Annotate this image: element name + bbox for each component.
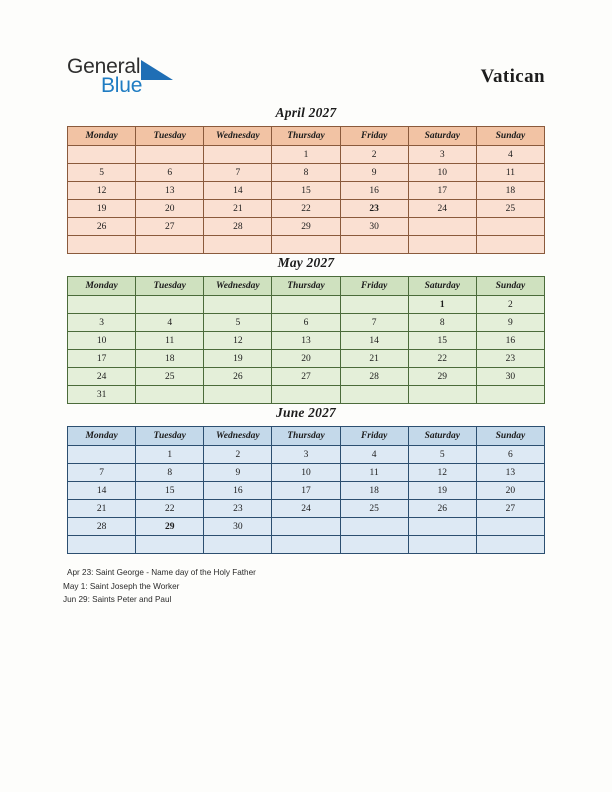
calendar-day-cell[interactable]: 4 bbox=[136, 314, 204, 332]
calendar-day-cell[interactable]: 13 bbox=[476, 464, 544, 482]
calendar-day-cell[interactable]: 9 bbox=[204, 464, 272, 482]
general-blue-logo bbox=[67, 55, 247, 101]
weekday-friday: Friday bbox=[340, 127, 408, 146]
weekday-sunday: Sunday bbox=[476, 127, 544, 146]
calendar-day-cell[interactable]: 29 bbox=[272, 218, 340, 236]
calendar-body-april bbox=[68, 146, 545, 254]
calendar-day-cell[interactable]: 18 bbox=[476, 182, 544, 200]
calendar-day-cell[interactable]: 22 bbox=[408, 350, 476, 368]
calendar-day-cell[interactable]: 12 bbox=[68, 182, 136, 200]
calendar-day-cell-empty bbox=[272, 518, 340, 536]
calendar-day-cell[interactable]: 17 bbox=[408, 182, 476, 200]
calendar-day-cell[interactable]: 13 bbox=[136, 182, 204, 200]
calendar-day-cell-empty bbox=[204, 296, 272, 314]
calendar-day-cell-empty bbox=[272, 536, 340, 554]
calendar-day-cell[interactable]: 4 bbox=[476, 146, 544, 164]
calendar-day-cell-empty bbox=[272, 236, 340, 254]
calendar-day-cell[interactable]: 28 bbox=[340, 368, 408, 386]
calendar-day-cell-empty bbox=[476, 518, 544, 536]
calendar-day-cell[interactable]: 11 bbox=[136, 332, 204, 350]
calendar-day-cell[interactable]: 20 bbox=[136, 200, 204, 218]
calendar-day-cell-empty bbox=[340, 518, 408, 536]
logo-text-blue: Blue bbox=[101, 74, 143, 97]
weekday-saturday: Saturday bbox=[408, 127, 476, 146]
calendar-day-cell[interactable]: 16 bbox=[340, 182, 408, 200]
calendar-week-row bbox=[68, 332, 545, 350]
calendar-day-cell[interactable]: 10 bbox=[68, 332, 136, 350]
calendar-day-cell[interactable]: 20 bbox=[476, 482, 544, 500]
calendar-day-cell-empty bbox=[408, 518, 476, 536]
calendar-week-row bbox=[68, 146, 545, 164]
calendar-day-cell[interactable]: 10 bbox=[272, 464, 340, 482]
calendar-day-cell[interactable]: 8 bbox=[136, 464, 204, 482]
calendar-day-cell[interactable]: 17 bbox=[272, 482, 340, 500]
weekday-thursday: Thursday bbox=[272, 427, 340, 446]
calendar-day-cell[interactable]: 6 bbox=[272, 314, 340, 332]
calendar-day-cell[interactable]: 30 bbox=[204, 518, 272, 536]
weekday-friday: Friday bbox=[340, 277, 408, 296]
calendar-day-cell[interactable]: 28 bbox=[68, 518, 136, 536]
weekday-tuesday: Tuesday bbox=[136, 427, 204, 446]
weekday-header-row bbox=[68, 127, 545, 146]
calendar-day-cell-empty bbox=[136, 146, 204, 164]
calendar-day-cell[interactable]: 11 bbox=[476, 164, 544, 182]
month-block-may bbox=[67, 255, 545, 404]
calendar-day-cell[interactable]: 6 bbox=[136, 164, 204, 182]
calendar-day-cell[interactable]: 22 bbox=[272, 200, 340, 218]
calendar-day-cell[interactable]: 12 bbox=[204, 332, 272, 350]
calendar-day-cell[interactable]: 7 bbox=[68, 464, 136, 482]
month-block-april bbox=[67, 105, 545, 254]
calendar-day-cell-empty bbox=[272, 386, 340, 404]
calendar-day-cell[interactable]: 10 bbox=[408, 164, 476, 182]
calendar-week-row bbox=[68, 314, 545, 332]
calendar-day-cell[interactable]: 24 bbox=[68, 368, 136, 386]
calendar-day-cell[interactable]: 23 bbox=[476, 350, 544, 368]
calendar-table-may bbox=[67, 276, 545, 404]
month-title-april: April 2027 bbox=[275, 105, 337, 120]
calendar-day-cell[interactable]: 19 bbox=[408, 482, 476, 500]
weekday-friday: Friday bbox=[340, 427, 408, 446]
calendar-day-cell[interactable]: 16 bbox=[476, 332, 544, 350]
calendar-week-row bbox=[68, 200, 545, 218]
calendar-week-row bbox=[68, 350, 545, 368]
calendar-day-cell[interactable]: 15 bbox=[272, 182, 340, 200]
calendar-day-cell[interactable]: 18 bbox=[136, 350, 204, 368]
calendar-day-cell[interactable]: 20 bbox=[272, 350, 340, 368]
calendar-day-cell[interactable]: 7 bbox=[340, 314, 408, 332]
calendar-day-cell[interactable]: 21 bbox=[68, 500, 136, 518]
calendar-day-cell[interactable]: 14 bbox=[68, 482, 136, 500]
calendar-week-row bbox=[68, 164, 545, 182]
calendar-day-cell[interactable]: 31 bbox=[68, 386, 136, 404]
calendar-day-cell[interactable]: 30 bbox=[476, 368, 544, 386]
calendar-day-cell-empty bbox=[136, 536, 204, 554]
calendar-day-cell[interactable]: 23 bbox=[204, 500, 272, 518]
calendar-week-row bbox=[68, 218, 545, 236]
calendar-day-cell[interactable]: 3 bbox=[68, 314, 136, 332]
weekday-header-row bbox=[68, 427, 545, 446]
calendar-day-cell-empty bbox=[476, 236, 544, 254]
calendar-day-cell[interactable]: 30 bbox=[340, 218, 408, 236]
calendar-week-row bbox=[68, 536, 545, 554]
country-title: Vatican bbox=[480, 66, 545, 87]
calendar-day-cell-empty bbox=[476, 218, 544, 236]
calendar-day-cell-empty bbox=[272, 296, 340, 314]
calendar-day-cell-empty bbox=[68, 146, 136, 164]
calendar-day-cell[interactable]: 5 bbox=[68, 164, 136, 182]
calendar-day-cell-empty bbox=[408, 218, 476, 236]
calendar-day-cell-empty bbox=[204, 536, 272, 554]
calendar-day-cell[interactable]: 1 bbox=[272, 146, 340, 164]
weekday-thursday: Thursday bbox=[272, 277, 340, 296]
calendar-week-row bbox=[68, 500, 545, 518]
calendar-day-cell[interactable]: 19 bbox=[204, 350, 272, 368]
calendar-day-cell[interactable]: 4 bbox=[340, 446, 408, 464]
calendar-day-cell-empty bbox=[68, 296, 136, 314]
calendar-day-cell[interactable]: 27 bbox=[476, 500, 544, 518]
calendar-day-cell-empty bbox=[68, 446, 136, 464]
calendar-day-cell-empty bbox=[136, 236, 204, 254]
calendar-day-cell[interactable]: 15 bbox=[136, 482, 204, 500]
holiday-notes bbox=[63, 566, 543, 607]
calendar-day-cell[interactable]: 13 bbox=[272, 332, 340, 350]
calendar-week-row bbox=[68, 236, 545, 254]
calendar-day-cell[interactable]: 5 bbox=[408, 446, 476, 464]
weekday-sunday: Sunday bbox=[476, 427, 544, 446]
calendar-day-cell[interactable]: 24 bbox=[272, 500, 340, 518]
calendar-day-cell-empty bbox=[136, 386, 204, 404]
calendar-day-cell[interactable]: 1 bbox=[408, 296, 476, 314]
calendar-day-cell[interactable]: 14 bbox=[340, 332, 408, 350]
calendar-day-cell[interactable]: 9 bbox=[340, 164, 408, 182]
weekday-monday: Monday bbox=[68, 277, 136, 296]
calendar-day-cell[interactable]: 28 bbox=[204, 218, 272, 236]
calendar-week-row bbox=[68, 446, 545, 464]
calendar-day-cell[interactable]: 5 bbox=[204, 314, 272, 332]
holiday-note-item: May 1: Saint Joseph the Worker bbox=[63, 581, 180, 591]
calendar-table-april bbox=[67, 126, 545, 254]
calendar-day-cell-empty bbox=[408, 386, 476, 404]
calendar-day-cell[interactable]: 14 bbox=[204, 182, 272, 200]
weekday-header-row bbox=[68, 277, 545, 296]
calendar-week-row bbox=[68, 518, 545, 536]
calendar-day-cell-empty bbox=[476, 536, 544, 554]
calendar-day-cell[interactable]: 26 bbox=[408, 500, 476, 518]
calendar-day-cell[interactable]: 25 bbox=[136, 368, 204, 386]
calendar-day-cell[interactable]: 15 bbox=[408, 332, 476, 350]
calendar-day-cell[interactable]: 23 bbox=[340, 200, 408, 218]
calendar-day-cell[interactable]: 12 bbox=[408, 464, 476, 482]
calendar-day-cell-empty bbox=[136, 296, 204, 314]
weekday-thursday: Thursday bbox=[272, 127, 340, 146]
calendar-week-row bbox=[68, 482, 545, 500]
month-title-june: June 2027 bbox=[276, 405, 336, 420]
calendar-day-cell-empty bbox=[408, 536, 476, 554]
weekday-monday: Monday bbox=[68, 427, 136, 446]
calendar-week-row bbox=[68, 182, 545, 200]
calendar-day-cell[interactable]: 25 bbox=[340, 500, 408, 518]
weekday-saturday: Saturday bbox=[408, 277, 476, 296]
calendar-day-cell[interactable]: 7 bbox=[204, 164, 272, 182]
calendar-day-cell[interactable]: 27 bbox=[136, 218, 204, 236]
calendar-day-cell[interactable]: 1 bbox=[136, 446, 204, 464]
calendar-week-row bbox=[68, 386, 545, 404]
calendar-day-cell[interactable]: 8 bbox=[408, 314, 476, 332]
calendar-day-cell[interactable]: 22 bbox=[136, 500, 204, 518]
calendar-week-row bbox=[68, 464, 545, 482]
calendar-day-cell[interactable]: 19 bbox=[68, 200, 136, 218]
calendar-week-row bbox=[68, 296, 545, 314]
weekday-wednesday: Wednesday bbox=[204, 277, 272, 296]
weekday-tuesday: Tuesday bbox=[136, 127, 204, 146]
logo-text-general: General bbox=[67, 55, 141, 78]
calendar-day-cell-empty bbox=[340, 386, 408, 404]
calendar-day-cell[interactable]: 29 bbox=[136, 518, 204, 536]
calendar-day-cell-empty bbox=[476, 386, 544, 404]
calendar-day-cell-empty bbox=[204, 386, 272, 404]
calendar-day-cell[interactable]: 3 bbox=[408, 146, 476, 164]
calendar-day-cell[interactable]: 17 bbox=[68, 350, 136, 368]
holiday-note-item: Jun 29: Saints Peter and Paul bbox=[63, 595, 172, 604]
calendar-day-cell[interactable]: 2 bbox=[476, 296, 544, 314]
month-title-may: May 2027 bbox=[277, 255, 335, 270]
calendar-week-row bbox=[68, 368, 545, 386]
calendar-body-june bbox=[68, 446, 545, 554]
holiday-note-item: Apr 23: Saint George - Name day of the Holy Father bbox=[67, 568, 256, 577]
calendar-day-cell[interactable]: 21 bbox=[340, 350, 408, 368]
calendar-day-cell[interactable]: 8 bbox=[272, 164, 340, 182]
calendar-table-june bbox=[67, 426, 545, 554]
calendar-day-cell-empty bbox=[68, 536, 136, 554]
calendar-day-cell[interactable]: 26 bbox=[204, 368, 272, 386]
calendar-day-cell[interactable]: 26 bbox=[68, 218, 136, 236]
calendar-day-cell-empty bbox=[340, 296, 408, 314]
calendar-day-cell[interactable]: 2 bbox=[204, 446, 272, 464]
page-header bbox=[0, 48, 612, 98]
calendar-day-cell[interactable]: 24 bbox=[408, 200, 476, 218]
calendar-body-may bbox=[68, 296, 545, 404]
calendar-day-cell-empty bbox=[204, 146, 272, 164]
calendar-day-cell[interactable]: 25 bbox=[476, 200, 544, 218]
calendar-day-cell-empty bbox=[408, 236, 476, 254]
weekday-monday: Monday bbox=[68, 127, 136, 146]
weekday-tuesday: Tuesday bbox=[136, 277, 204, 296]
calendar-day-cell[interactable]: 9 bbox=[476, 314, 544, 332]
calendar-day-cell-empty bbox=[340, 536, 408, 554]
calendar-day-cell-empty bbox=[340, 236, 408, 254]
weekday-wednesday: Wednesday bbox=[204, 127, 272, 146]
calendar-day-cell[interactable]: 11 bbox=[340, 464, 408, 482]
calendar-day-cell[interactable]: 3 bbox=[272, 446, 340, 464]
calendar-day-cell-empty bbox=[204, 236, 272, 254]
calendar-day-cell[interactable]: 18 bbox=[340, 482, 408, 500]
calendar-day-cell-empty bbox=[68, 236, 136, 254]
calendar-day-cell[interactable]: 29 bbox=[408, 368, 476, 386]
calendar-day-cell[interactable]: 6 bbox=[476, 446, 544, 464]
weekday-sunday: Sunday bbox=[476, 277, 544, 296]
weekday-saturday: Saturday bbox=[408, 427, 476, 446]
calendar-day-cell[interactable]: 16 bbox=[204, 482, 272, 500]
calendar-day-cell[interactable]: 27 bbox=[272, 368, 340, 386]
calendar-day-cell[interactable]: 21 bbox=[204, 200, 272, 218]
month-block-june bbox=[67, 405, 545, 554]
weekday-wednesday: Wednesday bbox=[204, 427, 272, 446]
calendar-day-cell[interactable]: 2 bbox=[340, 146, 408, 164]
